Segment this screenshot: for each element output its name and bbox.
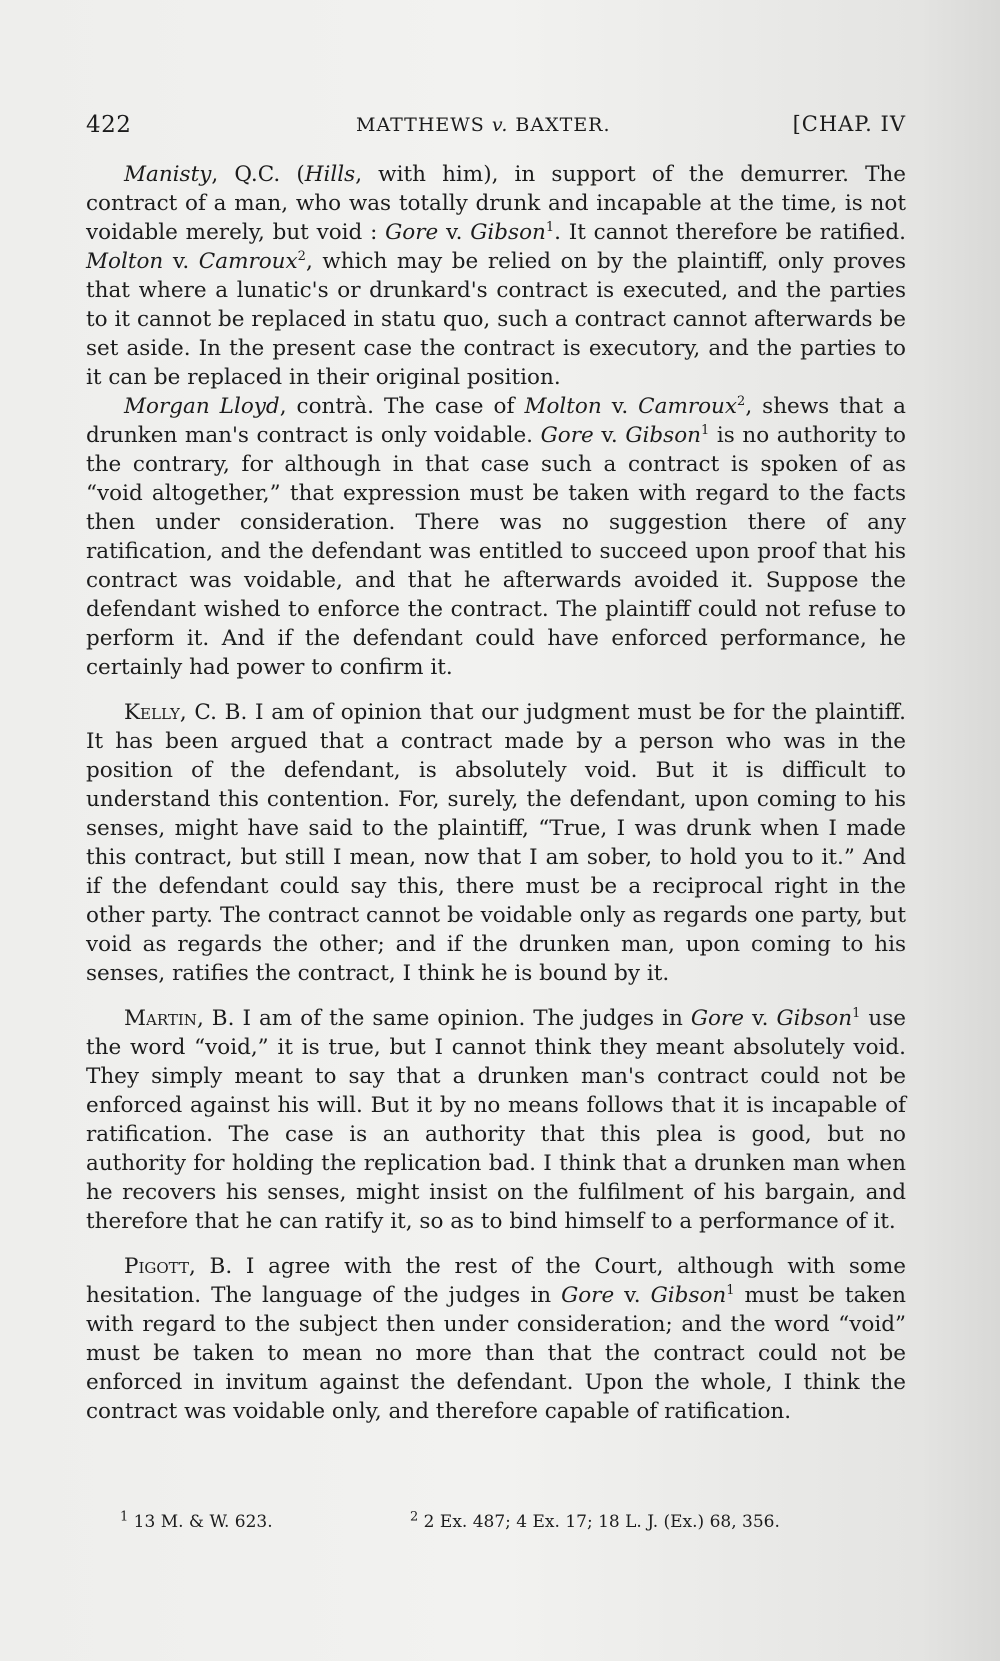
page-number: 422 (86, 112, 132, 138)
text-run: , which may be relied on by the plaintiff, only proves that where a lunatic's or drunkard's contract is executed, and the parties to it cannot be replaced in statu quo, such a contract cannot afterwards be set aside. In the present case the contract is executory, and the parties to it can be replaced in their original position. (86, 249, 906, 390)
footnote-marker: 1 (852, 1005, 861, 1021)
footnote-2: $^2$ 2 Ex. 487; 4 Ex. 17; 18 L. J. (Ex.) 68, 356. (410, 1509, 780, 1532)
footnote-marker: 1 (701, 422, 710, 438)
italic-text: Gore (561, 1283, 615, 1308)
text-run: , B. I agree with the rest of the Court, although with some hesitation. The language of the judges in (86, 1254, 906, 1308)
running-title: MATTHEWS v. BAXTER. (356, 114, 611, 136)
italic-text: Gibson (470, 220, 546, 245)
judge-name: Martin (124, 1006, 197, 1031)
paragraph (86, 1252, 906, 1426)
italic-text: Molton (524, 394, 602, 419)
italic-text: Manisty (124, 162, 212, 187)
italic-text: Gore (540, 423, 594, 448)
text-run: v. (438, 220, 471, 245)
chapter-label: [CHAP. IV (792, 112, 906, 136)
text-run: v. (593, 423, 626, 448)
italic-text: Camroux (638, 394, 738, 419)
text-run: v. (601, 394, 639, 419)
text-run: , shews that a drunken man's contract is only voidable. (86, 394, 906, 448)
italic-text: Gore (690, 1006, 744, 1031)
text-run: , C. B. I am of opinion that our judgment must be for the plaintiff. It has been argued that a contract made by a person who was in the position of the defendant, is absolutely void. But it is difficult to understand this contention. For, surely, the defendant, upon coming to his senses, might have said to the plaintiff, “True, I was drunk when I made this contract, but still I mean, now that I am sober, to hold you to it.” And if the defendant could say this, there must be a reciprocal right in the other party. The contract cannot be voidable only as regards one party, but void as regards the other; and if the drunken man, upon coming to his senses, ratifies the contract, I think he is bound by it. (86, 700, 906, 986)
judge-name: Kelly (124, 700, 180, 725)
footnote-marker: 1 (726, 1282, 735, 1298)
footnote-1: $^1$ 13 M. & W. 623. (120, 1509, 273, 1532)
italic-text: Gibson (776, 1006, 853, 1031)
text-run: v. (743, 1006, 777, 1031)
body-text (86, 160, 906, 1426)
paragraph (86, 698, 906, 988)
footnote-marker: 2 (297, 248, 306, 264)
text-run: , B. I am of the same opinion. The judges in (196, 1006, 691, 1031)
italic-text: Gibson (650, 1283, 727, 1308)
judge-name: Pigott (124, 1254, 189, 1279)
italic-text: Gore (385, 220, 439, 245)
text-run: , contrà. The case of (279, 394, 525, 419)
text-run: is no authority to the contrary, for although in that case such a contract is spoken of as “void altogether,” that expression must be taken with regard to the facts then under consideration. There was no suggestion there of any ratification, and the defendant was entitled to succeed upon proof that his contract was voidable, and that he afterwards avoided it. Suppose the defendant wished to enforce the contract. The plaintiff could not refuse to perform it. And if the defendant could have enforced performance, he certainly had power to confirm it. (86, 423, 906, 680)
italic-text: Gibson (625, 423, 701, 448)
italic-text: Camroux (198, 249, 298, 274)
text-run: , Q.C. ( (211, 162, 305, 187)
page-header (86, 112, 906, 142)
paragraph (86, 160, 906, 392)
paragraph (86, 392, 906, 682)
text-run: , with him), in support of the demurrer. The contract of a man, who was totally drunk and incapable at the time, is not voidable merely, but void : (86, 162, 906, 245)
text-run: v. (163, 249, 199, 274)
text-run: must be taken with regard to the subject then under consideration; and the word “void” must be taken to mean no more than that the contract could not be enforced in invitum against the defendant. Upon the whole, I think the contract was voidable only, and therefore capable of ratification. (86, 1283, 906, 1424)
italic-text: Molton (86, 249, 164, 274)
footnote-marker: 1 (545, 219, 555, 235)
italic-text: Morgan Lloyd (124, 394, 280, 419)
text-run: use the word “void,” it is true, but I cannot think they meant absolutely void. They simply meant to say that a drunken man's contract could not be enforced against his will. But it by no means follows that it is incapable of ratification. The case is an authority that this plea is good, but no authority for holding the replication bad. I think that a drunken man when he recovers his senses, might insist on the fulfilment of his bargain, and therefore that he can ratify it, so as to bind himself to a performance of it. (86, 1006, 906, 1234)
text-run: . It cannot therefore be ratified. (554, 220, 906, 245)
footnote-marker: 2 (737, 393, 746, 409)
italic-text: Hills (304, 162, 356, 187)
paragraph (86, 1004, 906, 1236)
text-run: v. (614, 1283, 651, 1308)
